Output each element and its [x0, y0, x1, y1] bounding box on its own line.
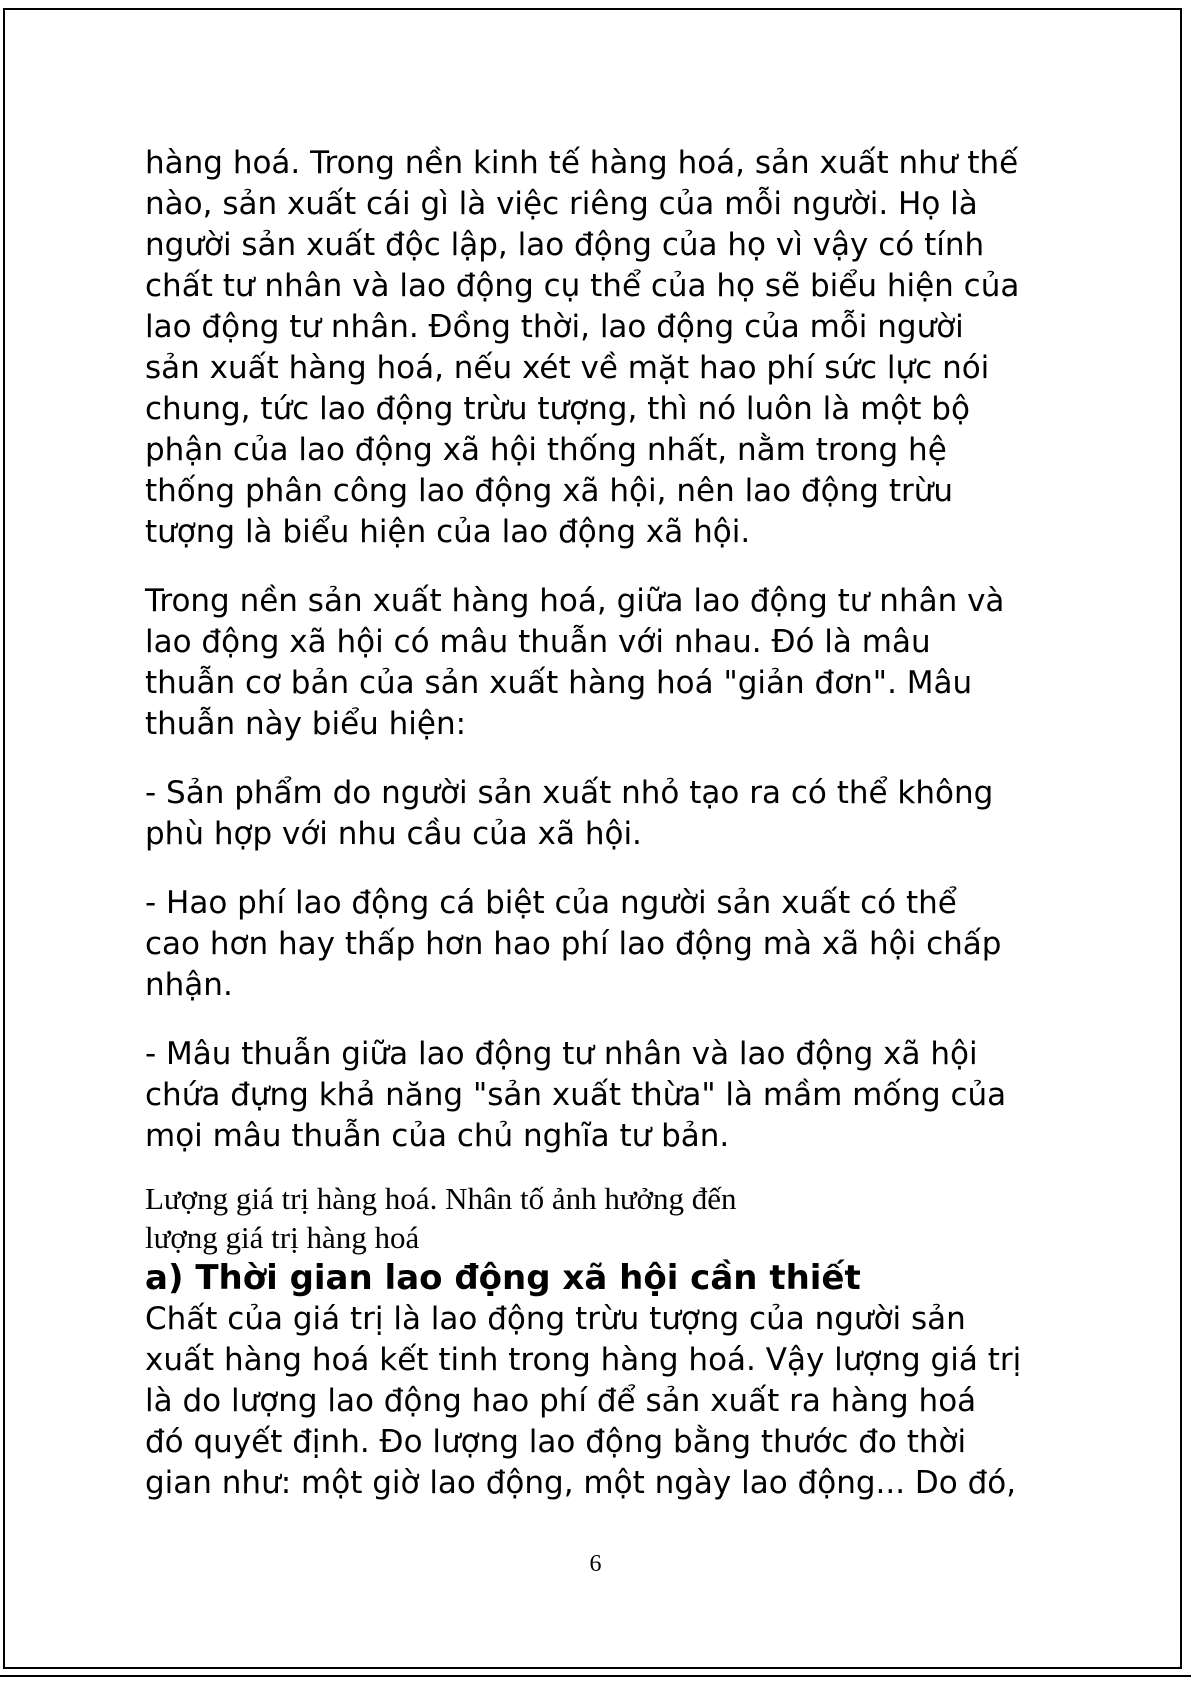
- page-content: [145, 143, 1065, 1504]
- subsection-heading: a) Thời gian lao động xã hội cần thiết: [145, 1258, 861, 1298]
- paragraph-4: - Hao phí lao động cá biệt của người sản xuất có thể cao hơn hay thấp hơn hao phí lao động mà xã hội chấp nhận.: [145, 885, 1002, 1003]
- paragraph-3: - Sản phẩm do người sản xuất nhỏ tạo ra có thể không phù hợp với nhu cầu của xã hội.: [145, 775, 994, 852]
- paragraph-6: Chất của giá trị là lao động trừu tượng của người sản xuất hàng hoá kết tinh trong hàng hoá. Vậy lượng giá trị là do lượng lao động hao phí để sản xuất ra hàng hoá đó quyết định. Đo lượng lao động bằng thước đo thời gian như: một giờ lao động, một ngày lao động... Do đó,: [145, 1301, 1022, 1501]
- paragraph-2: Trong nền sản xuất hàng hoá, giữa lao động tư nhân và lao động xã hội có mâu thuẫn với nhau. Đó là mâu thuẫn cơ bản của sản xuất hàng hoá "giản đơn". Mâu thuẫn này biểu hiện:: [145, 583, 1005, 742]
- bottom-rule: [0, 1675, 1191, 1677]
- paragraph-5: - Mâu thuẫn giữa lao động tư nhân và lao động xã hội chứa đựng khả năng "sản xuất thừa" là mầm mống của mọi mâu thuẫn của chủ nghĩa tư bản.: [145, 1036, 1007, 1154]
- section-heading: Lượng giá trị hàng hoá. Nhân tố ảnh hưởng đến lượng giá trị hàng hoá: [145, 1181, 737, 1255]
- page-number: 6: [589, 1551, 602, 1577]
- paragraph-1: hàng hoá. Trong nền kinh tế hàng hoá, sản xuất như thế nào, sản xuất cái gì là việc riêng của mỗi người. Họ là người sản xuất độc lập, lao động của họ vì vậy có tính chất tư nhân và lao động cụ thể của họ sẽ biểu hiện của lao động tư nhân. Đồng thời, lao động của mỗi người sản xuất hàng hoá, nếu xét về mặt hao phí sức lực nói chung, tức lao động trừu tượng, thì nó luôn là một bộ phận của lao động xã hội thống nhất, nằm trong hệ thống phân công lao động xã hội, nên lao động trừu tượng là biểu hiện của lao động xã hội.: [145, 145, 1020, 550]
